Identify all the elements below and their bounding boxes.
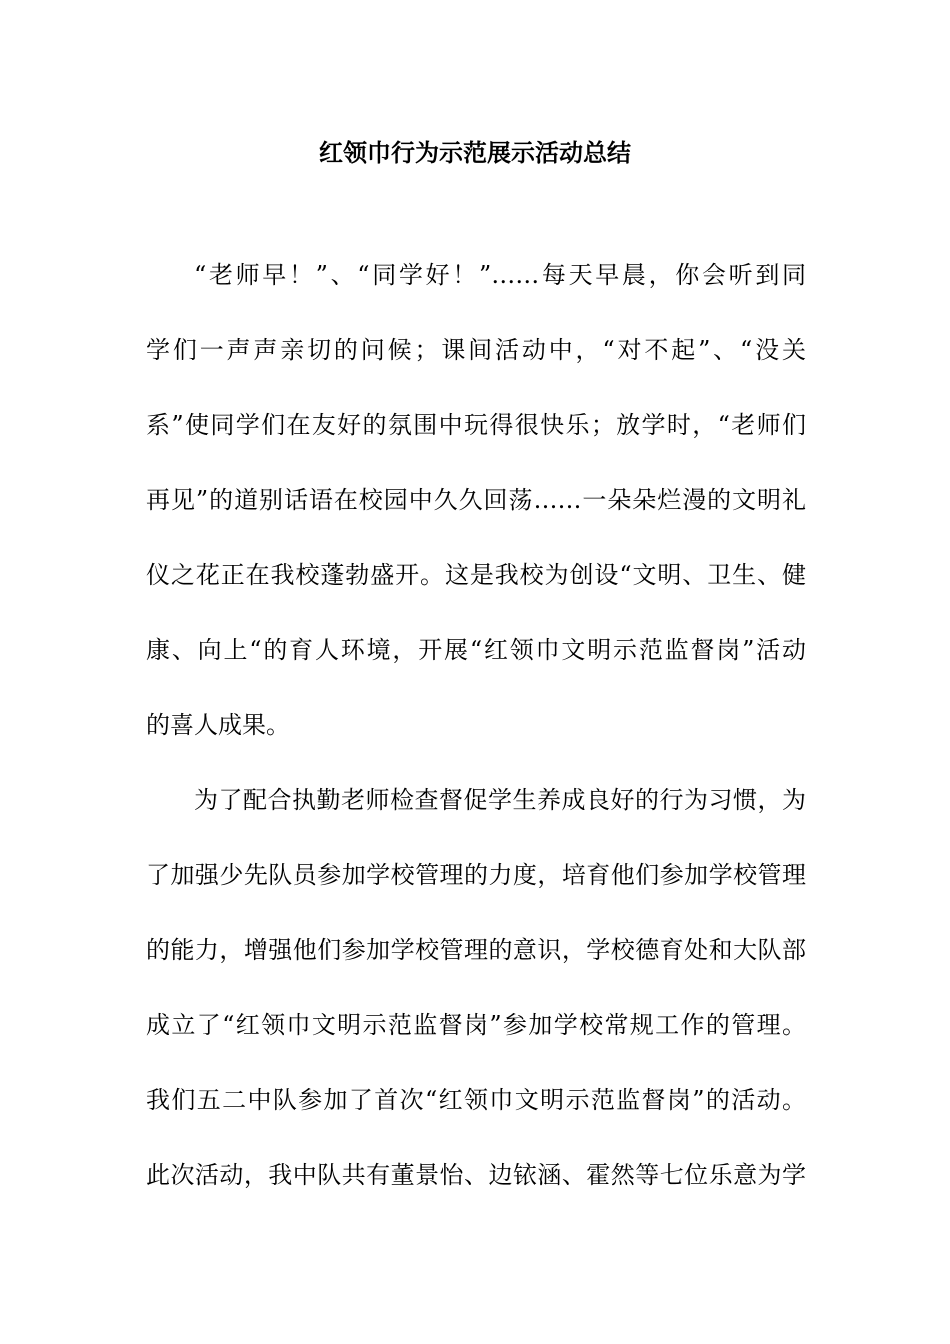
paragraph-line: 仪之花正在我校蓬勃盛开。这是我校为创设“文明、卫生、健 — [146, 561, 806, 589]
paragraph-line: 的喜人成果。 — [146, 711, 290, 739]
document-title: 红领巾行为示范展示活动总结 — [319, 138, 631, 167]
paragraph-line: 的能力，增强他们参加学校管理的意识，学校德育处和大队部 — [146, 936, 806, 964]
paragraph-line: 成立了“红领巾文明示范监督岗”参加学校常规工作的管理。 — [146, 1011, 806, 1039]
paragraph-line: 再见”的道别话语在校园中久久回荡……一朵朵烂漫的文明礼 — [146, 486, 806, 514]
paragraph-line: 为了配合执勤老师检查督促学生养成良好的行为习惯，为 — [194, 786, 806, 814]
paragraph-line: 我们五二中队参加了首次“红领巾文明示范监督岗”的活动。 — [146, 1086, 806, 1114]
paragraph-line: 此次活动，我中队共有董景怡、边铱涵、霍然等七位乐意为学 — [146, 1161, 806, 1189]
paragraph-line: 了加强少先队员参加学校管理的力度，培育他们参加学校管理 — [146, 861, 806, 889]
paragraph-line: 康、向上“的育人环境，开展“红领巾文明示范监督岗”活动 — [146, 636, 806, 664]
paragraph-line: “老师早！”、“同学好！”……每天早晨，你会听到同 — [194, 261, 806, 289]
paragraph-line: 系”使同学们在友好的氛围中玩得很快乐；放学时，“老师们 — [146, 411, 806, 439]
paragraph-line: 学们一声声亲切的问候；课间活动中，“对不起”、“没关 — [146, 336, 806, 364]
